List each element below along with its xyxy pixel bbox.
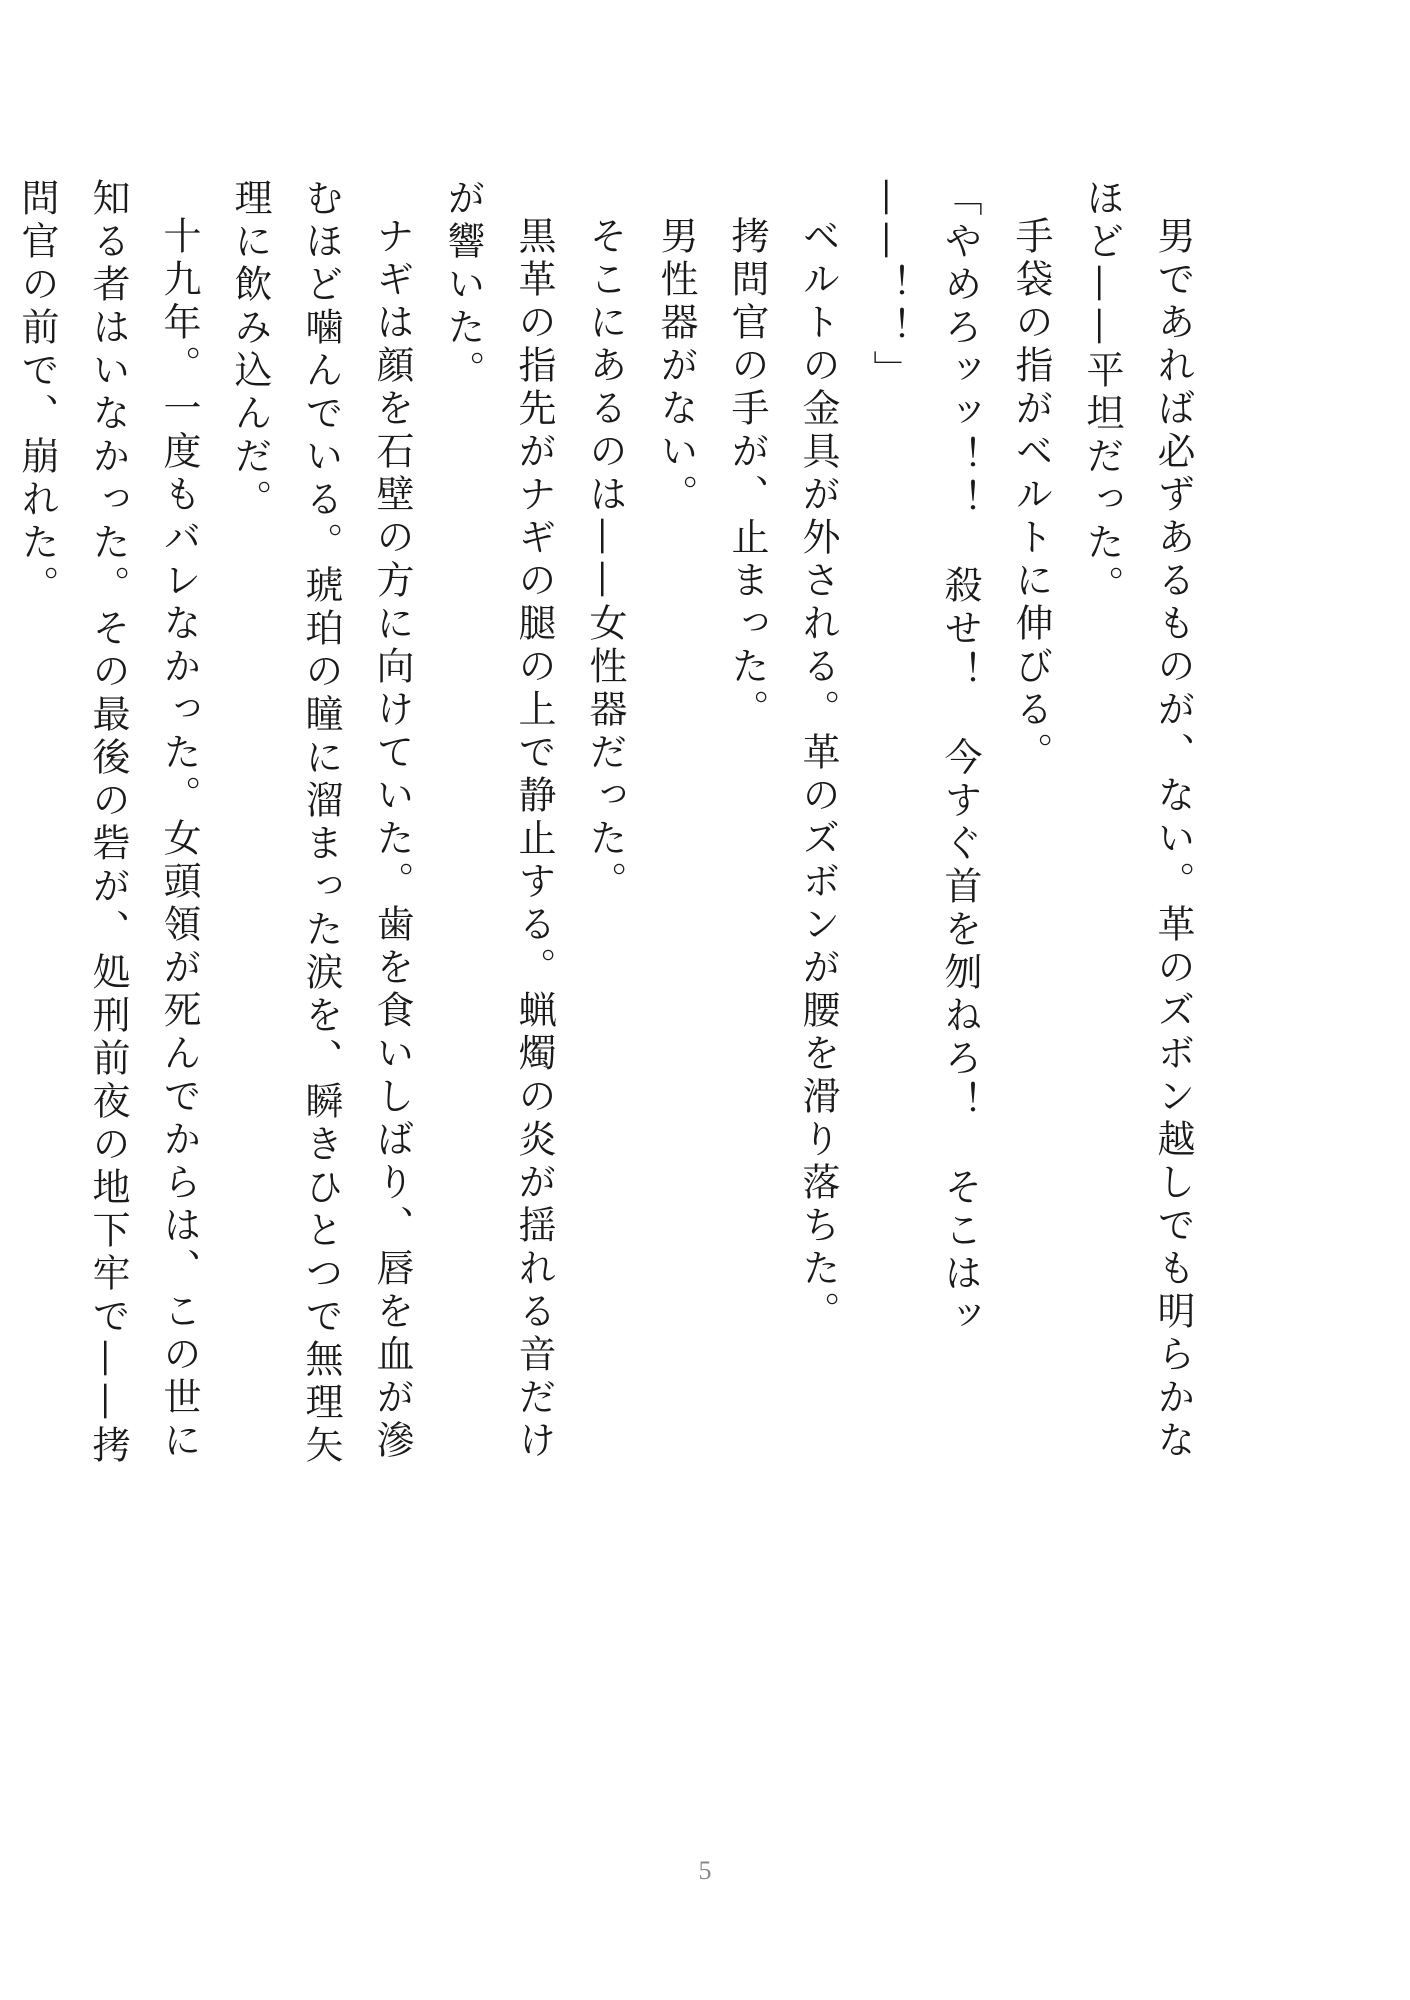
paragraph: そこにあるのは——女性器だった。: [583, 216, 627, 904]
paragraph: 十九年。一度もバレなかった。女頭領が死んでからは、この世に知る者はいなかった。その最後の砦が、処刑前夜の地下牢で——拷問官の前で、崩れた。: [15, 178, 201, 1468]
paragraph: 拷問官の手が、止まった。: [725, 216, 769, 732]
page-number: 5: [698, 1856, 712, 1885]
dialogue-line: [0, 178, 1, 1468]
dialogue-line: 「やめろッッ！！ 殺せ！ 今すぐ首を刎ねろ！ そこはッ——！！」: [867, 178, 982, 1339]
paragraph: 男性器がない。: [654, 216, 698, 517]
paragraph: 黒革の指先がナギの腿の上で静止する。蝋燭の炎が揺れる音だけが響いた。: [441, 178, 556, 1463]
vertical-text-body: [0, 178, 1208, 1468]
paragraph: 男であれば必ずあるものが、ない。革のズボン越しでも明らかなほど——平坦だった。: [1080, 178, 1195, 1463]
paragraph: 手袋の指がベルトに伸びる。: [1009, 216, 1053, 775]
paragraph: ベルトの金具が外される。革のズボンが腰を滑り落ちた。: [796, 216, 840, 1334]
paragraph: ナギは顔を石壁の方に向けていた。歯を食いしばり、唇を血が滲むほど噛んでいる。琥珀の瞳に溜まった涙を、瞬きひとつで無理矢理に飲み込んだ。: [228, 178, 414, 1468]
